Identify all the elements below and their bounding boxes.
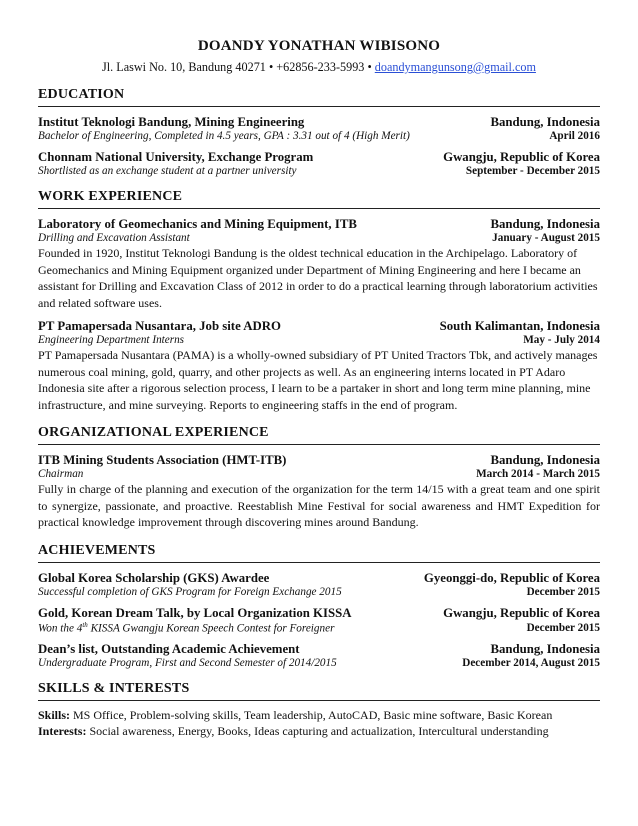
entry-date: December 2014, August 2015 bbox=[462, 657, 600, 670]
entry-role: Successful completion of GKS Program for Foreign Exchange 2015 bbox=[38, 585, 342, 598]
work-entry bbox=[38, 217, 600, 311]
entry-location: Bandung, Indonesia bbox=[490, 642, 600, 657]
entry-org: Dean’s list, Outstanding Academic Achievement bbox=[38, 642, 300, 657]
separator: • bbox=[367, 60, 372, 74]
separator: • bbox=[268, 60, 274, 74]
candidate-name: DOANDY YONATHAN WIBISONO bbox=[197, 38, 441, 54]
email-link[interactable]: doandymangunsong@gmail.com bbox=[374, 60, 536, 74]
achievement-entry bbox=[38, 606, 600, 635]
section-title: WORK EXPERIENCE bbox=[38, 189, 600, 209]
entry-role: Drilling and Excavation Assistant bbox=[38, 232, 190, 244]
organization-entry bbox=[38, 453, 600, 531]
entry-location: Bandung, Indonesia bbox=[490, 115, 600, 129]
contact-line bbox=[38, 60, 600, 75]
entry-date: December 2015 bbox=[526, 622, 600, 635]
section-title: ACHIEVEMENTS bbox=[38, 543, 600, 563]
entry-role: Shortlisted as an exchange student at a partner university bbox=[38, 165, 297, 177]
resume-page bbox=[38, 38, 600, 739]
entry-location: Bandung, Indonesia bbox=[490, 453, 600, 467]
entry-date: December 2015 bbox=[526, 585, 600, 598]
entry-location: South Kalimantan, Indonesia bbox=[439, 319, 600, 333]
achievement-entry bbox=[38, 642, 600, 669]
section-title: ORGANIZATIONAL EXPERIENCE bbox=[38, 425, 600, 445]
entry-org: Chonnam National University, Exchange Program bbox=[38, 150, 314, 164]
phone: +62856-233-5993 bbox=[276, 60, 365, 74]
entry-role: Undergraduate Program, First and Second Semester of 2014/2015 bbox=[38, 657, 337, 670]
entry-location: Gwangju, Republic of Korea bbox=[443, 150, 600, 164]
entry-description: PT Pamapersada Nusantara (PAMA) is a wholly-owned subsidiary of PT United Tractors Tbk, and actively manages numerous coal mining, gold, quarry, and other projects as well. As an engineering interns located in PT Adaro Indonesia site after a rigorous selection process, I learn to be a partaker in short and long term mine planning, mine infrastructure, and mine surveying. Reports to engineering staffs in the end of program. bbox=[38, 348, 598, 412]
entry-org: PT Pamapersada Nusantara, Job site ADRO bbox=[38, 319, 281, 333]
education-entry bbox=[38, 115, 600, 142]
entry-date: January - August 2015 bbox=[492, 232, 600, 244]
work-section bbox=[38, 189, 600, 413]
entry-org: Laboratory of Geomechanics and Mining Equipment, ITB bbox=[38, 217, 357, 231]
entry-date: April 2016 bbox=[549, 130, 600, 142]
ordinal-suffix: th bbox=[82, 620, 88, 629]
entry-org: ITB Mining Students Association (HMT-ITB) bbox=[38, 453, 287, 467]
entry-org: Gold, Korean Dream Talk, by Local Organization KISSA bbox=[38, 605, 352, 620]
achievement-entry bbox=[38, 571, 600, 598]
skills-section bbox=[38, 681, 600, 739]
entry-date: March 2014 - March 2015 bbox=[476, 468, 600, 480]
entry-description: Fully in charge of the planning and execution of the organization for the term 14/15 with a great team and one spirit to synergize, passionate, and proactive. Reestablish Mine Festival for social awareness and HMT Expedition for practical knowledge improvement through discovering mines around Bandung. bbox=[38, 482, 600, 529]
entry-description: Founded in 1920, Institut Teknologi Bandung is the oldest technical education in the Archipelago. Laboratory of Geomechanics and Mining Equipment organized under Department of Mining Engineering and here I became an assistant for Drilling and Excavation Class of 2012 in order to do a practical learning through laboratorium activities and related software uses. bbox=[38, 246, 598, 310]
entry-date: September - December 2015 bbox=[465, 165, 600, 177]
entry-location: Bandung, Indonesia bbox=[490, 217, 600, 231]
entry-role: Engineering Department Interns bbox=[38, 334, 185, 346]
interests-label: Interests: bbox=[38, 724, 87, 739]
achievements-section bbox=[38, 543, 600, 670]
interests-line bbox=[38, 723, 600, 739]
education-section bbox=[38, 87, 600, 177]
skills-block bbox=[38, 707, 600, 739]
entry-location: Gyeonggi-do, Republic of Korea bbox=[423, 570, 600, 585]
entry-role bbox=[38, 621, 334, 635]
entry-org: Global Korea Scholarship (GKS) Awardee bbox=[38, 570, 270, 585]
skills-label: Skills: bbox=[38, 708, 71, 723]
entry-role: Chairman bbox=[38, 468, 84, 480]
role-text: KISSA Gwangju Korean Speech Contest for Foreigner bbox=[87, 622, 335, 635]
entry-role: Bachelor of Engineering, Completed in 4.5 years, GPA : 3.31 out of 4 (High Merit) bbox=[38, 130, 410, 142]
interests-value: Social awareness, Energy, Books, Ideas capturing and actualization, Intercultural understanding bbox=[86, 724, 549, 739]
section-title: SKILLS & INTERESTS bbox=[38, 681, 600, 701]
organizational-section bbox=[38, 425, 600, 531]
skills-value: MS Office, Problem-solving skills, Team leadership, AutoCAD, Basic mine software, Basic Korean bbox=[70, 708, 553, 723]
education-entry bbox=[38, 150, 600, 177]
section-title: EDUCATION bbox=[38, 87, 600, 107]
skills-line bbox=[38, 707, 600, 723]
entry-date: May - July 2014 bbox=[523, 334, 600, 346]
entry-location: Gwangju, Republic of Korea bbox=[443, 605, 600, 620]
address: Jl. Laswi No. 10, Bandung 40271 bbox=[102, 60, 266, 74]
entry-org: Institut Teknologi Bandung, Mining Engineering bbox=[38, 115, 305, 129]
role-text: Won the 4 bbox=[38, 622, 83, 635]
work-entry bbox=[38, 319, 600, 413]
